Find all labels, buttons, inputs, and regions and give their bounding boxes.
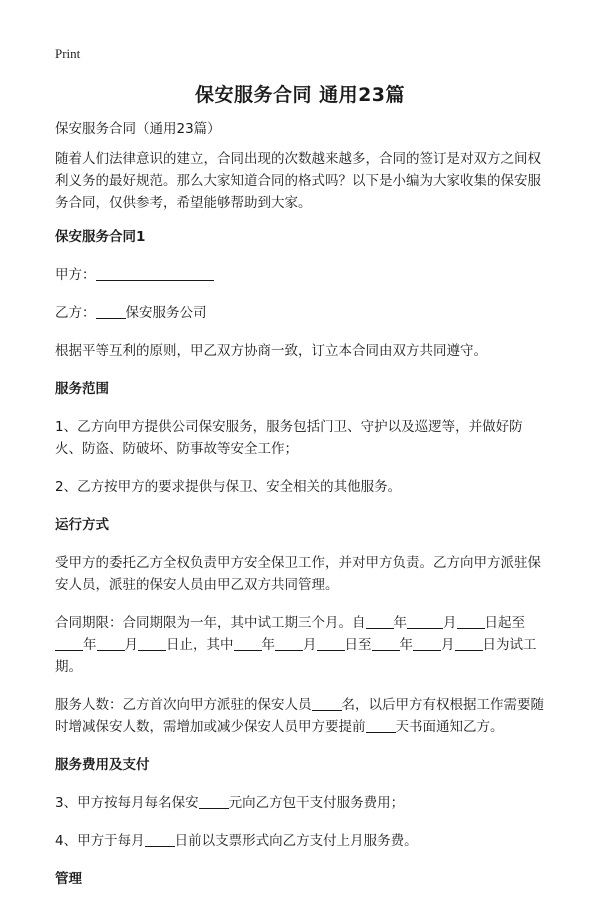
party-b-label: 乙方： [55,305,96,321]
blank [366,718,396,733]
blank [455,636,483,651]
period-text: 日起至 [484,615,525,631]
scope-item-1: 1、乙方向甲方提供公司保安服务，服务包括门卫、守护以及巡逻等，并做好防火、防盗、防破坏、防事故等安全工作； [55,419,523,457]
blank [372,636,400,651]
heading-scope: 服务范围 [55,381,109,397]
blank [55,636,83,651]
staff-text: 服务人数：乙方首次向甲方派驻的保安人员 [55,697,312,713]
party-b-blank [96,304,126,319]
blank [275,636,303,651]
period-text: 日止，其中 [166,637,234,653]
period-text: 合同期限：合同期限为一年，其中试工期三个月。自 [55,615,366,631]
blank [234,636,262,651]
blank [145,832,175,847]
period-text: 年 [399,637,413,653]
fee-item-4 [55,830,545,852]
contract-period-paragraph [55,612,545,678]
fee-text: 日前以支票形式向乙方支付上月服务费。 [174,833,418,849]
period-text: 年 [261,637,275,653]
blank [413,636,441,651]
staff-text: 天书面通知乙方。 [395,719,504,735]
period-text: 年 [83,637,97,653]
period-text: 月 [124,637,138,653]
blank [312,696,342,711]
blank [97,636,125,651]
print-link[interactable]: Print [55,46,81,61]
party-b-name: 保安服务公司 [125,305,207,321]
blank [199,794,229,809]
scope-item-2: 2、乙方按甲方的要求提供与保卫、安全相关的其他服务。 [55,479,402,495]
principle-paragraph: 根据平等互利的原则，甲乙双方协商一致，订立本合同由双方共同遵守。 [55,343,487,359]
blank [317,636,345,651]
period-text: 日至 [344,637,372,653]
party-a-label: 甲方： [55,267,96,283]
period-text: 月 [443,615,457,631]
operation-paragraph: 受甲方的委托乙方全权负责甲方安全保卫工作，并对甲方负责。乙方向甲方派驻保安人员，派驻的保安人员由甲乙双方共同管理。 [55,555,541,593]
heading-operation: 运行方式 [55,517,109,533]
period-text: 日为试工期。 [55,637,537,675]
party-a-blank [96,266,214,281]
staff-count-paragraph [55,694,545,738]
fee-item-3 [55,792,545,814]
blank [138,636,166,651]
document-body [55,118,545,906]
party-b-line [55,302,545,324]
blank [407,614,443,629]
period-text: 月 [441,637,455,653]
document-subtitle: 保安服务合同（通用23篇） [55,121,221,137]
period-text: 月 [303,637,317,653]
period-text: 年 [393,615,407,631]
staff-text: 名，以后甲方有权根据工作需要随时增减保安人数，需增加或减少保安人员甲方要提前 [55,697,544,735]
page-title: 保安服务合同 通用23篇 [194,84,406,106]
party-a-line [55,264,545,286]
blank [366,614,394,629]
heading-fee: 服务费用及支付 [55,757,150,773]
blank [457,614,485,629]
fee-text: 4、甲方于每月 [55,833,145,849]
intro-paragraph: 随着人们法律意识的建立，合同出现的次数越来越多，合同的签订是对双方之间权利义务的最好规范。那么大家知道合同的格式吗？以下是小编为大家收集的保安服务合同，仅供参考，希望能够帮助到大家。 [55,151,541,211]
section-title: 保安服务合同1 [55,229,146,245]
fee-text: 元向乙方包干支付服务费用； [228,795,405,811]
fee-text: 3、甲方按每月每名保安 [55,795,199,811]
heading-manage: 管理 [55,871,82,887]
